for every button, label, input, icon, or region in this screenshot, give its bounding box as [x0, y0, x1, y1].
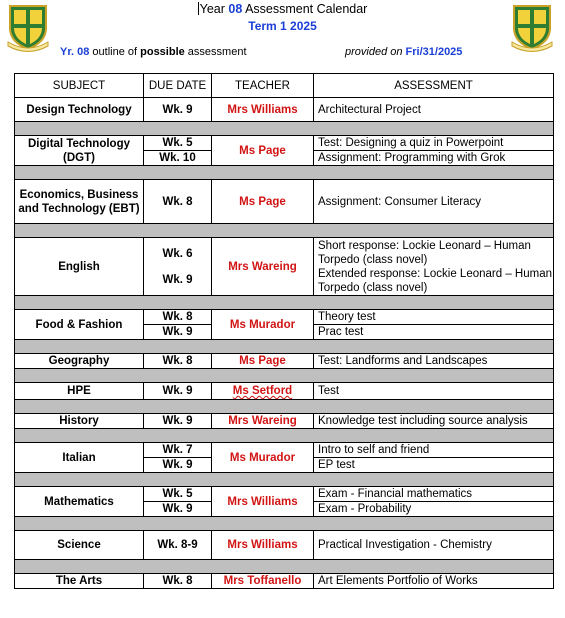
spacer-row: [15, 517, 554, 531]
due-cell: Wk. 9: [144, 98, 212, 122]
due-cell: Wk. 7: [144, 443, 212, 458]
spacer-cell: [15, 340, 554, 354]
due-cell: Wk. 8: [144, 354, 212, 369]
due-cell: Wk. 9: [144, 502, 212, 517]
provided-note: [345, 46, 462, 58]
spacer-row: [15, 560, 554, 574]
subject-cell: Digital Technology (DGT): [15, 136, 144, 166]
due-cell: Wk. 8: [144, 180, 212, 224]
spacer-cell: [15, 400, 554, 414]
assessment-cell: Test: [314, 383, 554, 400]
subject-cell: History: [15, 414, 144, 429]
assessment-calendar-table: [14, 73, 554, 589]
assessment-cell: EP test: [314, 458, 554, 473]
outline-note: [60, 46, 247, 58]
due-week: Wk. 9: [162, 273, 193, 286]
subject-cell: The Arts: [15, 574, 144, 589]
title-prefix: Year: [199, 2, 229, 16]
subject-cell: Italian: [15, 443, 144, 473]
header-teacher: TEACHER: [212, 74, 314, 98]
assessment-cell: [314, 238, 554, 296]
title-suffix: Assessment Calendar: [242, 2, 368, 16]
table-row: [15, 180, 554, 224]
assessment-cell: Intro to self and friend: [314, 443, 554, 458]
page-title: [0, 2, 565, 16]
outline-year: Yr. 08: [60, 46, 90, 58]
table-row: [15, 136, 554, 151]
spacer-row: [15, 166, 554, 180]
due-cell: Wk. 9: [144, 325, 212, 340]
outline-bold: possible: [140, 46, 185, 58]
subject-cell: English: [15, 238, 144, 296]
due-cell: Wk. 10: [144, 151, 212, 166]
table-row: [15, 443, 554, 458]
spacer-cell: [15, 166, 554, 180]
table-row: [15, 531, 554, 560]
due-cell: Wk. 8-9: [144, 531, 212, 560]
teacher-cell: Ms Page: [212, 136, 314, 166]
spacer-cell: [15, 473, 554, 487]
title-year: 08: [228, 2, 243, 16]
assessment-cell: Test: Designing a quiz in Powerpoint: [314, 136, 554, 151]
due-cell: Wk. 8: [144, 574, 212, 589]
due-week: Wk. 6: [162, 247, 193, 260]
table-row: [15, 98, 554, 122]
due-cell: Wk. 9: [144, 458, 212, 473]
teacher-name: Ms Setford: [232, 385, 293, 397]
outline-text-1: outline of: [89, 46, 141, 58]
due-cell: Wk. 5: [144, 136, 212, 151]
spacer-cell: [15, 429, 554, 443]
subject-cell: Science: [15, 531, 144, 560]
table-row: [15, 354, 554, 369]
teacher-cell: [212, 383, 314, 400]
subject-cell: Design Technology: [15, 98, 144, 122]
spacer-cell: [15, 560, 554, 574]
spacer-cell: [15, 369, 554, 383]
spacer-row: [15, 224, 554, 238]
spacer-row: [15, 429, 554, 443]
subject-cell: Mathematics: [15, 487, 144, 517]
spacer-row: [15, 340, 554, 354]
provided-date: Fri/31/2025: [405, 46, 463, 58]
subject-cell: HPE: [15, 383, 144, 400]
term-subtitle: Term 1 2025: [248, 19, 317, 33]
spacer-row: [15, 296, 554, 310]
teacher-cell: Mrs Williams: [212, 98, 314, 122]
provided-text: provided on: [345, 46, 406, 58]
outline-text-2: assessment: [184, 46, 247, 58]
assessment-cell: Assignment: Programming with Grok: [314, 151, 554, 166]
spacer-cell: [15, 296, 554, 310]
assessment-cell: Test: Landforms and Landscapes: [314, 354, 554, 369]
teacher-cell: Ms Page: [212, 180, 314, 224]
header-due-date: DUE DATE: [144, 74, 212, 98]
due-cell: Wk. 9: [144, 414, 212, 429]
teacher-cell: Mrs Wareing: [212, 414, 314, 429]
table-header-row: [15, 74, 554, 98]
assessment-item: Extended response: Lockie Leonard – Human Torpedo (class novel): [318, 267, 552, 294]
assessment-cell: Practical Investigation - Chemistry: [314, 531, 554, 560]
assessment-cell: Art Elements Portfolio of Works: [314, 574, 554, 589]
spacer-cell: [15, 224, 554, 238]
spacer-row: [15, 122, 554, 136]
table-row: [15, 238, 554, 296]
spacer-row: [15, 400, 554, 414]
spacer-cell: [15, 517, 554, 531]
spacer-cell: [15, 122, 554, 136]
header-assessment: ASSESSMENT: [314, 74, 554, 98]
subject-cell: Geography: [15, 354, 144, 369]
assessment-cell: Prac test: [314, 325, 554, 340]
table-row: [15, 487, 554, 502]
table-row: [15, 574, 554, 589]
due-cell: Wk. 9: [144, 383, 212, 400]
table-row: [15, 310, 554, 325]
text-cursor: [198, 2, 199, 15]
teacher-cell: Mrs Wareing: [212, 238, 314, 296]
due-cell: [144, 238, 212, 296]
table-row: [15, 414, 554, 429]
subject-cell: Economics, Business and Technology (EBT): [15, 180, 144, 224]
table-row: [15, 383, 554, 400]
assessment-cell: Assignment: Consumer Literacy: [314, 180, 554, 224]
subject-cell: Food & Fashion: [15, 310, 144, 340]
teacher-cell: Mrs Williams: [212, 531, 314, 560]
assessment-cell: Architectural Project: [314, 98, 554, 122]
teacher-cell: Mrs Williams: [212, 487, 314, 517]
spacer-row: [15, 473, 554, 487]
assessment-item: Short response: Lockie Leonard – Human Torpedo (class novel): [318, 239, 531, 266]
due-cell: Wk. 8: [144, 310, 212, 325]
teacher-cell: Mrs Toffanello: [212, 574, 314, 589]
assessment-cell: Exam - Financial mathematics: [314, 487, 554, 502]
assessment-cell: Exam - Probability: [314, 502, 554, 517]
teacher-cell: Ms Murador: [212, 443, 314, 473]
assessment-cell: Theory test: [314, 310, 554, 325]
teacher-cell: Ms Page: [212, 354, 314, 369]
assessment-cell: Knowledge test including source analysis: [314, 414, 554, 429]
due-cell: Wk. 5: [144, 487, 212, 502]
header-subject: SUBJECT: [15, 74, 144, 98]
teacher-cell: Ms Murador: [212, 310, 314, 340]
spacer-row: [15, 369, 554, 383]
